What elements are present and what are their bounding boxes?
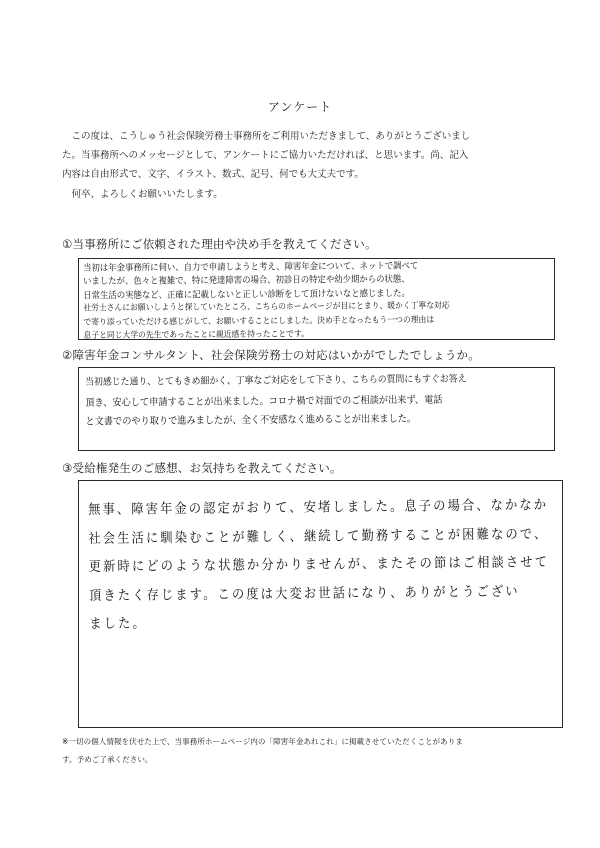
answer-1-line: で寄り添っていただける感じがして、お願いすることにしました。決め手となったもう一つの理由は [83, 314, 435, 327]
answer-1-line: いましたが、色々と複雑で、特に発達障害の場合、初診日の特定や幼少期からの状態、 [83, 273, 410, 287]
answer-3-line: 更新時にどのような状態か分かりませんが、またその節はご相談させて [88, 553, 550, 575]
footnote [62, 733, 552, 769]
answer-3-line: 社会生活に馴染むことが難しく、継続して勤務することが困難なので、 [88, 525, 549, 546]
intro-paragraph [62, 127, 548, 204]
answer-1-line: 当初は年金事務所に伺い、自力で申請しようと考え、障害年金について、ネットで調べて [83, 259, 419, 274]
answer-1-line: 社労士さんにお願いしようと探していたところ、こちらのホームページが目にとまり、暖かく丁寧な対応 [83, 300, 450, 313]
answer-2-line: 当初感じた通り、とてもきめ細かく、丁寧なご対応をして下さり、こちらの質問にもすぐお答え [85, 373, 467, 389]
answer-3-line: 頂きたく存じます。この度は大変お世話になり、ありがとうござい [88, 582, 520, 603]
answer-3-handwriting [88, 491, 550, 639]
page-title: アンケート [267, 100, 333, 114]
footnote-line-2: す。予めご了承ください。 [62, 755, 153, 764]
answer-1-line: 息子と同じ大学の先生であったことに親近感を持ったことです。 [83, 328, 309, 341]
footnote-line-1: ※一切の個人情報を伏せた上で、当事務所ホームページ内の「障害年金あれこれ」に掲載させていただくことがありま [62, 737, 463, 746]
answer-2-handwriting [85, 371, 467, 432]
answer-3-line: ました。 [89, 615, 147, 632]
intro-line: た。当事務所へのメッセージとして、アンケートにご協力いただければ、と思います。尚、記入 [62, 150, 469, 162]
question-3-label: ③受給権発生のご感想、お気持ちを教えてください。 [62, 461, 342, 475]
intro-line: 何卒、よろしくお願いいたします。 [71, 188, 223, 200]
question-2-label: ②障害年金コンサルタント、社会保険労務士の対応はいかがでしたでしょうか。 [62, 348, 480, 362]
answer-2-line: と文書でのやり取りで進みましたが、全く不安感なく進めることが出来ました。 [85, 412, 417, 428]
answer-1-handwriting [83, 258, 450, 342]
intro-line: この度は、こうしゅう社会保険労務士事務所をご利用いただきまして、ありがとうございまし [71, 131, 471, 142]
question-1-label: ①当事務所にご依頼された理由や決め手を教えてください。 [62, 237, 377, 251]
answer-2-line: 頂き、安心して申請することが出来ました。コロナ禍で対面でのご相談が出来ず、電話 [85, 393, 443, 409]
answer-1-line: 日常生活の実態など、正確に記載しないと正しい診断をして頂けないなと感じました。 [83, 287, 410, 301]
intro-line: 内容は自由形式で、文字、イラスト、数式、記号、何でも大丈夫です。 [62, 169, 364, 181]
answer-3-line: 無事、障害年金の認定がおりて、安堵しました。息子の場合、なかなか [88, 496, 549, 518]
